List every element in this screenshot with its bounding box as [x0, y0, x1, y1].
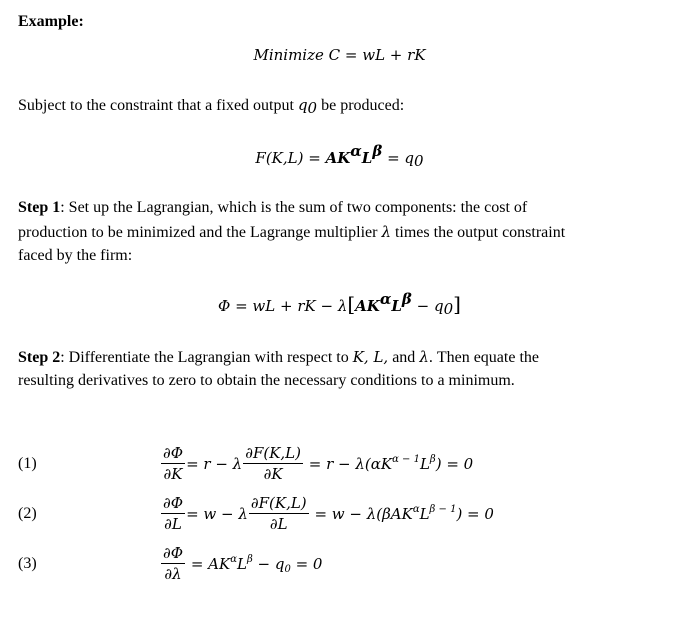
eq-sup-b: β − 1: [429, 503, 457, 515]
eq-rhs-c: ) = 0: [456, 504, 494, 523]
objective-expr: C = wL + rK: [328, 46, 426, 64]
eq-rhs-b: L: [236, 554, 247, 573]
denominator: ∂L: [164, 515, 182, 533]
lag-lhs: Φ = wL + rK − λ: [218, 297, 348, 315]
objective-equation: [0, 43, 679, 68]
denominator: ∂λ: [164, 565, 182, 583]
eq-rhs-b: L: [419, 454, 430, 473]
prod-ak: AK: [325, 149, 351, 167]
numerator: ∂Φ: [163, 494, 184, 512]
step2-text1a: : Differentiate the Lagrangian with respect to: [60, 349, 353, 366]
numerator: ∂Φ: [163, 544, 184, 562]
prod-l: L: [361, 149, 373, 167]
eq-rhs-a: = r − λ(αK: [308, 454, 393, 473]
denominator: ∂L: [269, 515, 288, 533]
lag-close-bracket: ]: [453, 292, 461, 316]
lag-beta: β: [401, 290, 412, 308]
step2-text1c: . Then equate the: [428, 349, 539, 366]
lagrangian-equation: [0, 292, 679, 319]
eq-rhs: [186, 552, 322, 576]
step1-text2b: times the output constraint: [390, 224, 566, 241]
eq-rhs-c: − q: [252, 554, 285, 573]
eq-sup-b: β: [429, 453, 436, 465]
fraction-df-dl: [249, 493, 309, 534]
prod-lhs: F(K,L) =: [255, 149, 326, 167]
eq-mid: = w − λ: [186, 504, 248, 523]
fraction-dphi-dlambda: [161, 543, 185, 584]
prod-rhs: = q: [382, 149, 415, 167]
condition-number-2: (2): [18, 505, 37, 522]
eq-rhs: [304, 452, 473, 476]
step2-line2: resulting derivatives to zero to obtain the necessary conditions to a minimum.: [18, 372, 515, 389]
eq-rhs-b: L: [419, 504, 430, 523]
eq-rhs-a: = AK: [190, 554, 231, 573]
numerator: ∂F(K,L): [250, 494, 307, 512]
q-subscript: 0: [307, 99, 318, 117]
step2-text1b: and: [388, 349, 420, 366]
condition-1: [160, 443, 473, 484]
fraction-dphi-dk: [161, 443, 185, 484]
eq-sub: 0: [284, 563, 291, 575]
step1-line3: faced by the firm:: [18, 247, 133, 264]
eq-rhs-c: ) = 0: [435, 454, 474, 473]
lag-alpha: α: [379, 290, 392, 308]
step1-line2: [18, 220, 565, 245]
q-symbol: q: [297, 96, 308, 114]
step2-line1: [18, 345, 539, 370]
denominator: ∂K: [263, 465, 283, 483]
step1-text1: : Set up the Lagrangian, which is the sum of two components: the cost of: [60, 199, 528, 216]
lag-minus-q: − q: [411, 297, 444, 315]
step1-text2a: production to be minimized and the Lagrange multiplier: [18, 224, 382, 241]
step2-lambda: λ: [419, 348, 429, 366]
fraction-dphi-dl: [161, 493, 185, 534]
step1-line1: [18, 196, 527, 220]
step2-label: Step 2: [18, 349, 61, 366]
condition-number-3: (3): [18, 555, 37, 572]
lag-l: L: [391, 297, 402, 315]
eq-rhs-d: = 0: [290, 554, 323, 573]
production-function: [0, 142, 679, 171]
example-heading: Example:: [18, 13, 84, 30]
condition-3: [160, 543, 322, 584]
constraint-after: be produced:: [317, 97, 405, 114]
prod-beta: β: [372, 142, 383, 160]
eq-rhs-a: = w − λ(βAK: [314, 504, 413, 523]
constraint-before: Subject to the constraint that a fixed output: [18, 97, 298, 114]
prod-sub: 0: [414, 152, 424, 170]
numerator: ∂F(K,L): [245, 444, 301, 462]
step1-label: Step 1: [18, 199, 61, 216]
constraint-text: [18, 93, 404, 118]
fraction-df-dk: [243, 443, 303, 484]
numerator: ∂Φ: [163, 444, 184, 462]
step2-vars: K, L,: [352, 348, 389, 366]
eq-sup-a: α: [230, 553, 237, 565]
lag-open-bracket: [: [347, 292, 356, 316]
objective-prefix: Minimize: [253, 46, 329, 64]
eq-rhs: [310, 502, 494, 526]
eq-sup-a: α − 1: [392, 453, 420, 465]
eq-mid: = r − λ: [186, 454, 243, 473]
eq-sup-a: α: [412, 503, 420, 515]
condition-number-1: (1): [18, 455, 37, 472]
denominator: ∂K: [163, 465, 183, 483]
condition-2: [160, 493, 494, 534]
lag-ak: AK: [355, 297, 380, 315]
prod-alpha: α: [350, 142, 362, 160]
lag-sub: 0: [443, 300, 454, 318]
eq-sup-b: β: [246, 553, 253, 565]
lambda-symbol: λ: [381, 223, 391, 241]
